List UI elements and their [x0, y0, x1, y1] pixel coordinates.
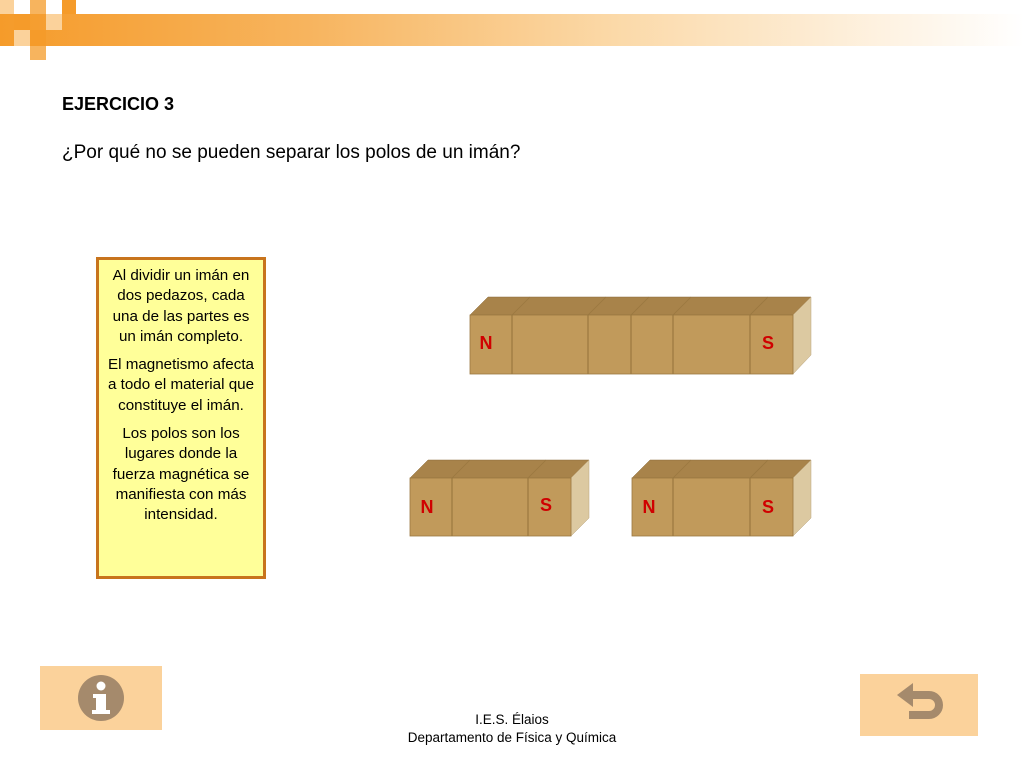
exercise-title: EJERCICIO 3 — [62, 94, 175, 114]
explanation-paragraph: Los polos son los lugares donde la fuerza magnética se manifiesta con más intensidad. — [112, 425, 250, 524]
whole-magnet — [470, 297, 811, 374]
right-half-magnet — [632, 460, 811, 536]
exercise-question: ¿Por qué no se pueden separar los polos de un imán? — [62, 142, 521, 163]
magnet-top-face — [632, 460, 811, 478]
footer-school: I.E.S. Élaios — [475, 712, 549, 727]
south-pole-label: S — [761, 497, 775, 517]
south-pole-label: S — [761, 333, 775, 353]
north-pole-label: N — [479, 333, 493, 353]
magnet-top-face — [410, 460, 589, 478]
explanation-paragraph: Al dividir un imán en dos pedazos, cada una de las partes es un imán completo. — [112, 267, 250, 345]
north-pole-label: N — [642, 497, 656, 517]
south-pole-label: S — [539, 495, 553, 515]
north-pole-label: N — [420, 497, 434, 517]
footer-department: Departamento de Física y Química — [407, 730, 617, 745]
explanation-paragraph: El magnetismo afecta a todo el material que constituye el imán. — [107, 356, 255, 414]
left-half-magnet — [410, 460, 589, 536]
